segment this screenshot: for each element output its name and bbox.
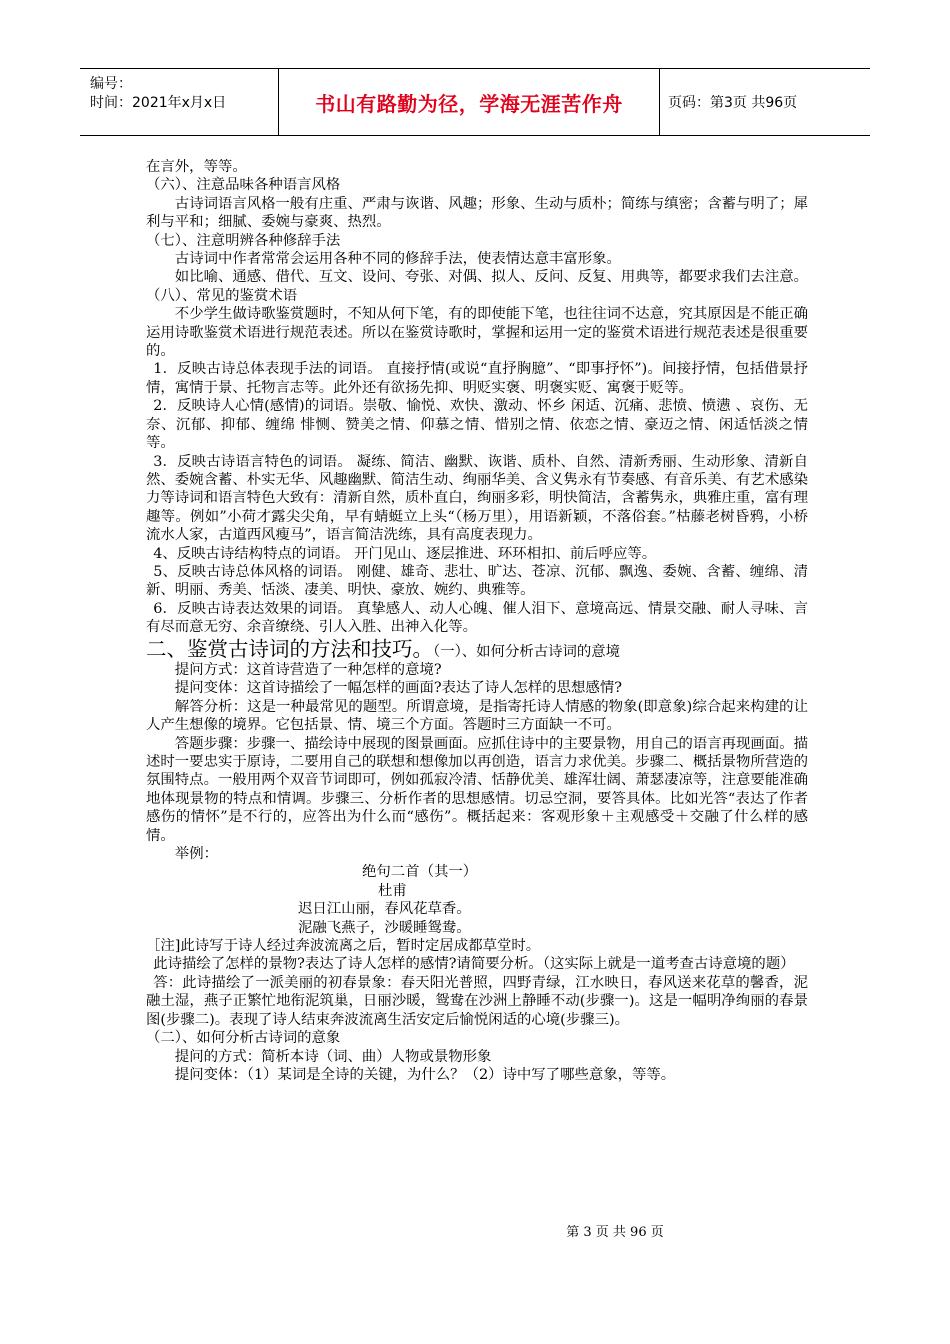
paragraph: 此诗描绘了怎样的景物?表达了诗人怎样的感情?请简要分析。（这实际上就是一道考查古诗意境的题） xyxy=(153,956,795,973)
paragraph: （六）、注意品味各种语言风格 xyxy=(146,177,341,194)
paragraph: 古诗词中作者常常会运用各种不同的修辞手法，使表情达意丰富形象。 xyxy=(174,251,621,268)
paragraph: 不少学生做诗歌鉴赏题时，不知从何下笔，有的即使能下笔，也往往词不达意，究其原因是不能正确运用诗歌鉴赏术语进行规范表述。所以在鉴赏诗歌时，掌握和运用一定的鉴赏术语进行规范表述是很重要的。 xyxy=(146,306,808,360)
poem xyxy=(146,863,808,937)
paragraph: 5、反映古诗总体风格的词语。 刚健、雄奇、悲壮、旷达、苍凉、沉郁、飘逸、委婉、含蓄、缠绵、清新、明丽、秀美、恬淡、凄美、明快、豪放、婉约、典雅等。 xyxy=(146,563,808,599)
paragraph: 解答分析：这是一种最常见的题型。所谓意境，是指寄托诗人情感的物象(即意象)综合起来构建的让人产生想像的境界。它包括景、情、境三个方面。答题时三方面缺一不可。 xyxy=(146,698,808,734)
header-meta xyxy=(90,75,226,113)
header-page-info: 页码：第3页 共96页 xyxy=(668,95,798,111)
paragraph: 6．反映古诗表达效果的词语。 真挚感人、动人心魄、催人泪下、意境高远、情景交融、耐人寻味、言有尽而意无穷、余音缭绕、引人入胜、出神入化等。 xyxy=(146,600,808,636)
paragraph: 提问变体：这首诗描绘了一幅怎样的画面?表达了诗人怎样的思想感情? xyxy=(174,680,622,697)
page-footer xyxy=(0,1221,950,1240)
paragraph: 2．反映诗人心情(感情)的词语。崇敬、愉悦、欢快、激动、怀乡 闲适、沉痛、悲愤、愤懑 、哀伤、无奈、沉郁、抑郁、缠绵 悱恻、赞美之情、仰慕之情、惜别之情、依恋之情、豪迈之情、闲适恬淡之情等。 xyxy=(146,398,808,452)
section-heading-title: 二、鉴赏古诗词的方法和技巧。 xyxy=(146,636,433,661)
header-motto: 书山有路勤为径，学海无涯苦作舟 xyxy=(278,69,660,135)
section-heading xyxy=(146,637,808,661)
paragraph: 答题步骤：步骤一、描绘诗中展现的图景画面。应抓住诗中的主要景物，用自己的语言再现画面。描述时一要忠实于原诗，二要用自己的联想和想像加以再创造，语言力求优美。步骤二、概括景物所营造的氛围特点。一般用两个双音节词即可，例如孤寂冷清、恬静优美、雄浑壮阔、萧瑟凄凉等，注意要能准确地体现景物的特点和情调。步骤三、分析作者的思想感情。切忌空洞，要答具体。比如光答“表达了作者感伤的情怀”是不行的，应答出为什么而“感伤”。概括起来：客观形象＋主观感受＋交融了什么样的感情。 xyxy=(146,735,808,844)
paragraph: （八）、常见的鉴赏术语 xyxy=(146,287,298,304)
paragraph-group-2 xyxy=(146,661,808,863)
page-header xyxy=(80,68,870,136)
poem-author: 杜甫 xyxy=(378,882,407,899)
paragraph-group-3 xyxy=(146,937,808,1084)
section-heading-subtitle: （一）、如何分析古诗词的意境 xyxy=(433,643,621,660)
paragraph: 古诗词语言风格一般有庄重、严肃与诙谐、风趣；形象、生动与质朴；简练与缜密；含蓄与明了；犀利与平和；细腻、委婉与豪爽、热烈。 xyxy=(146,195,808,231)
paragraph: 如比喻、通感、借代、互文、设问、夸张、对偶、拟人、反问、反复、用典等，都要求我们去注意。 xyxy=(174,269,808,286)
paragraph: 举例： xyxy=(174,846,218,863)
poem-line-2: 泥融飞燕子，沙暖睡鸳鸯。 xyxy=(298,919,471,936)
header-date: 时间：2021年x月x日 xyxy=(90,95,227,111)
document-body xyxy=(146,158,808,1084)
poem-title: 绝句二首（其一） xyxy=(362,864,478,881)
paragraph-group-1 xyxy=(146,158,808,637)
paragraph: 提问的方式：简析本诗（词、曲）人物或景物形象 xyxy=(174,1048,492,1065)
paragraph: 3．反映古诗语言特色的词语。 凝练、简洁、幽默、诙谐、质朴、自然、清新秀丽、生动形象、清新自然、委婉含蓄、朴实无华、风趣幽默、简洁生动、绚丽华美、含义隽永有节奏感、有音乐美、有艺术感染力等诗词和语言特色大致有：清新自然，质朴直白，绚丽多彩，明快简洁，含蓄隽永，典雅庄重，富有理趣等。例如”小荷才露尖尖角，早有蜻蜓立上头“（杨万里），用语新颖，不落俗套。”枯藤老树昏鸦，小桥流水人家，古道西风瘦马”，语言简洁洗练，具有高度表现力。 xyxy=(146,453,808,544)
paragraph: 答：此诗描绘了一派美丽的初春景象：春天阳光普照，四野青绿，江水映日，春风送来花草的馨香，泥融土湿，燕子正繁忙地衔泥筑巢，日丽沙暖，鸳鸯在沙洲上静睡不动(步骤一)。这是一幅明净绚丽的春景图(步骤二)。表现了诗人结束奔波流离生活安定后愉悦闲适的心境(步骤三)。 xyxy=(146,974,808,1028)
paragraph: 1．反映古诗总体表现手法的词语。 直接抒情(或说“直抒胸臆”、“即事抒怀”)。间接抒情，包括借景抒情，寓情于景、托物言志等。此外还有欲扬先抑、明贬实褒、明褒实贬、寓褒于贬等。 xyxy=(146,361,808,396)
paragraph: ［注]此诗写于诗人经过奔波流离之后，暂时定居成都草堂时。 xyxy=(146,938,541,955)
footer-page-number: 第 3 页 共 96 页 xyxy=(566,1225,664,1240)
paragraph: 在言外，等等。 xyxy=(146,159,247,175)
paragraph: 提问变体：（1）某词是全诗的关键，为什么？（2）诗中写了哪些意象，等等。 xyxy=(174,1066,676,1083)
paragraph: （七）、注意明辨各种修辞手法 xyxy=(146,232,341,249)
paragraph: 4、反映古诗结构特点的词语。 开门见山、逐层推进、环环相扣、前后呼应等。 xyxy=(153,545,657,562)
poem-line-1: 迟日江山丽，春风花草香。 xyxy=(298,901,471,918)
paragraph: （二）、如何分析古诗词的意象 xyxy=(146,1030,341,1047)
header-number-label: 编号： xyxy=(90,76,132,92)
paragraph: 提问方式：这首诗营造了一种怎样的意境? xyxy=(174,661,442,678)
